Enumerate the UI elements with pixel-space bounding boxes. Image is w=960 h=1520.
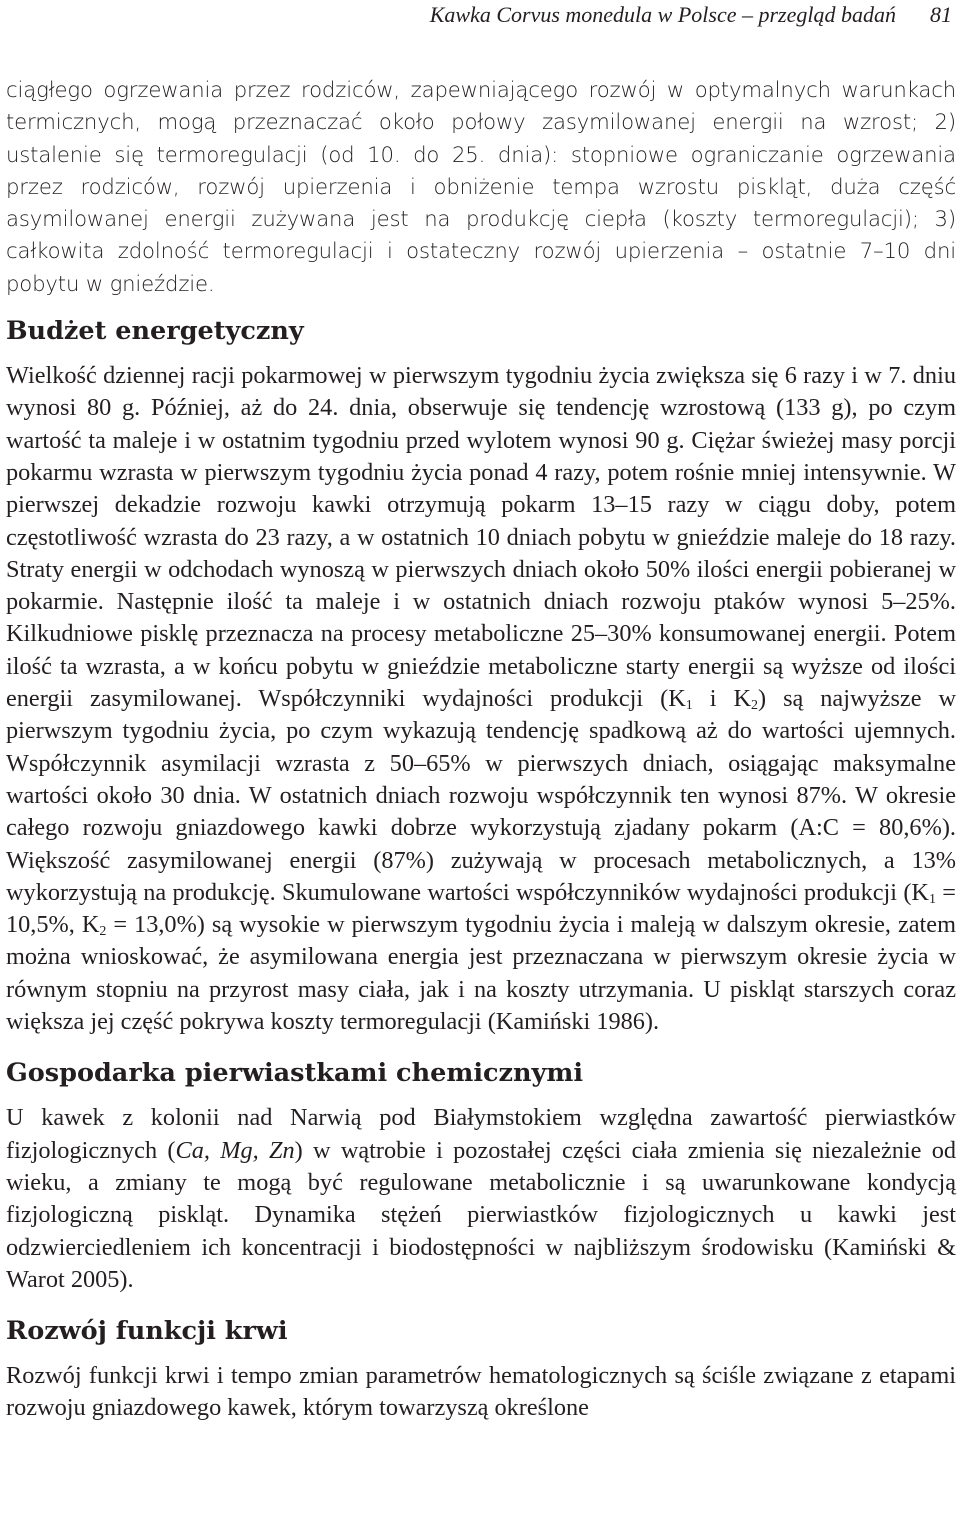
running-title: Kawka Corvus monedula w Polsce – przegląd badań <box>429 2 896 27</box>
section-heading-gospodarka: Gospodarka pierwiastkami chemicznymi <box>6 1058 584 1089</box>
paragraph-krew: Rozwój funkcji krwi i tempo zmian parametrów hematologicznych są ściśle związane z etapami rozwoju gniazdowego kawek, którym towarzyszą określone <box>6 1362 956 1422</box>
section-heading-krew: Rozwój funkcji krwi <box>6 1316 288 1347</box>
paragraph-gospodarka: U kawek z kolonii nad Narwią pod Białymstokiem względna zawartość pierwiastków fizjologicznych (Ca, Mg, Zn) w wątrobie i pozostałej części ciała zmienia się niezależnie od wieku, a zmiany te mogą być regulowane metabolicznie i są uwarunkowane kondycją fizjologiczną piskląt. Dynamika stężeń pierwiastków fizjologicznych u kawki jest odzwierciedleniem ich koncentracji i biodostępności w najbliższym środowisku (Kamiński & Warot 2005). <box>6 1104 956 1293</box>
elements-list: Ca, Mg, Zn <box>175 1136 295 1164</box>
body-text <box>6 74 956 1425</box>
page-number: 81 <box>930 2 952 27</box>
section-heading-budzet: Budżet energetyczny <box>6 316 304 347</box>
running-header <box>8 0 952 30</box>
intro-paragraph: ciągłego ogrzewania przez rodziców, zapewniającego rozwój w optymalnych warunkach termicznych, mogą przeznaczać około połowy zasymilowanej energii na wzrost; 2) ustalenie się termoregulacji (od 10. do 25. dnia): stopniowe ograniczanie ogrzewania przez rodziców, rozwój upierzenia i obniżenie tempa wzrostu piskląt, duża część asymilowanej energii zużywana jest na produkcję ciepła (koszty termoregulacji); 3) całkowita zdolność termoregulacji i ostateczny rozwój upierzenia – ostatnie 7–10 dni pobytu w gnieździe. <box>6 77 956 296</box>
paragraph-budzet: Wielkość dziennej racji pokarmowej w pierwszym tygodniu życia zwiększa się 6 razy i w 7. dniu wynosi 80 g. Później, aż do 24. dnia, obserwuje się tendencję wzrostową (133 g), po czym wartość ta maleje i w ostatnim tygodniu przed wylotem wynosi 90 g. Ciężar świeżej masy porcji pokarmu wzrasta w pierwszym tygodniu życia ponad 4 razy, potem rośnie mniej intensywnie. W pierwszej dekadzie rozwoju kawki otrzymują pokarm 13–15 razy w ciągu doby, potem częstotliwość wzrasta do 23 razy, a w ostatnich 10 dniach pobytu w gnieździe maleje do 18 razy. Straty energii w odchodach wynoszą w pierwszych dniach około 50% ilości energii pobieranej w pokarmie. Następnie ilość ta maleje i w ostatnich dniach rozwoju ptaków wynosi 5–25%. Kilkudniowe pisklę przeznacza na procesy metaboliczne 25–30% konsumowanej energii. Potem ilość ta wzrasta, a w końcu pobytu w gnieździe metaboliczne starty energii są wyższe od ilości energii zasymilowanej. Współczynniki wydajności produkcji ($K_1$ i $K_2$) są najwyższe w pierwszym tygodniu życia, po czym wykazują tendencję spadkową aż do wartości ujemnych. Współczynnik asymilacji wzrasta z 50–65% w pierwszych dniach, osiągając maksymalne wartości około 30 dnia. W ostatnich dniach rozwoju współczynnik ten wynosi 87%. W okresie całego rozwoju gniazdowego kawki dobrze wykorzystują zjadany pokarm (A:C = 80,6%). Większość zasymilowanej energii (87%) zużywają w procesach metabolicznych, a 13% wykorzystują na produkcję. Skumulowane wartości współczynników wydajności produkcji ($K_1 = 10,5\%$, $K_2 = 13,0\%$) są wysokie w pierwszym tygodniu życia i maleją w dalszym okresie, zatem można wnioskować, że asymilowana energia jest przeznaczana w pierwszym okresie życia w równym stopniu na przyrost masy ciała, jak i na koszty utrzymania. U piskląt starszych coraz większa jej część pokrywa koszty termoregulacji (Kamiński 1986). <box>6 362 956 1036</box>
